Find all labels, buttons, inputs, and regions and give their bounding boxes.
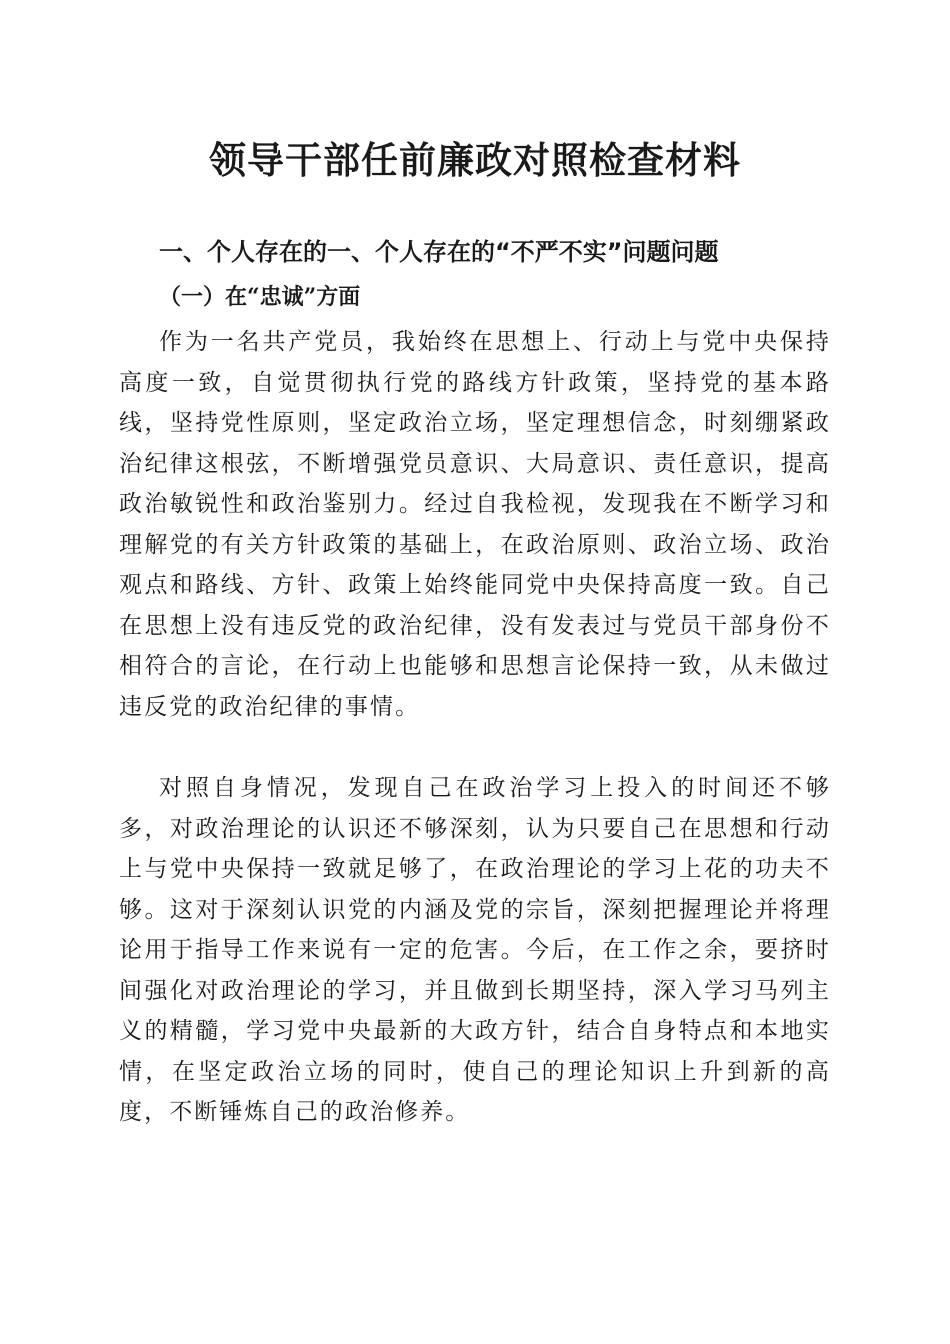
body-paragraph-1: 作为一名共产党员，我始终在思想上、行动上与党中央保持高度一致，自觉贯彻执行党的路线方针政策，坚持党的基本路线，坚持党性原则，坚定政治立场，坚定理想信念，时刻绷紧政治纪律这根弦，不断增强党员意识、大局意识、责任意识，提高政治敏锐性和政治鉴别力。经过自我检视，发现我在不断学习和理解党的有关方针政策的基础上，在政治原则、政治立场、政治观点和路线、方针、政策上始终能同党中央保持高度一致。自己在思想上没有违反党的政治纪律，没有发表过与党员干部身份不相符合的言论，在行动上也能够和思想言论保持一致，从未做过违反党的政治纪律的事情。 [119, 329, 831, 720]
body-paragraph-2: 对照自身情况，发现自己在政治学习上投入的时间还不够多，对政治理论的认识还不够深刻，认为只要自己在思想和行动上与党中央保持一致就足够了，在政治理论的学习上花的功夫不够。这对于深刻认识党的内涵及党的宗旨，深刻把握理论并将理论用于指导工作来说有一定的危害。今后，在工作之余，要挤时间强化对政治理论的学习，并且做到长期坚持，深入学习马列主义的精髓，学习党中央最新的大政方针，结合自身特点和本地实情，在坚定政治立场的同时，使自己的理论知识上升到新的高度，不断锤炼自己的政治修养。 [119, 775, 831, 1125]
section-heading: 一、个人存在的一、个人存在的“不严不实”问题问题 [159, 238, 719, 266]
subsection-heading: （一）在“忠诚”方面 [159, 284, 361, 310]
document-title: 领导干部任前廉政对照检查材料 [209, 138, 741, 182]
